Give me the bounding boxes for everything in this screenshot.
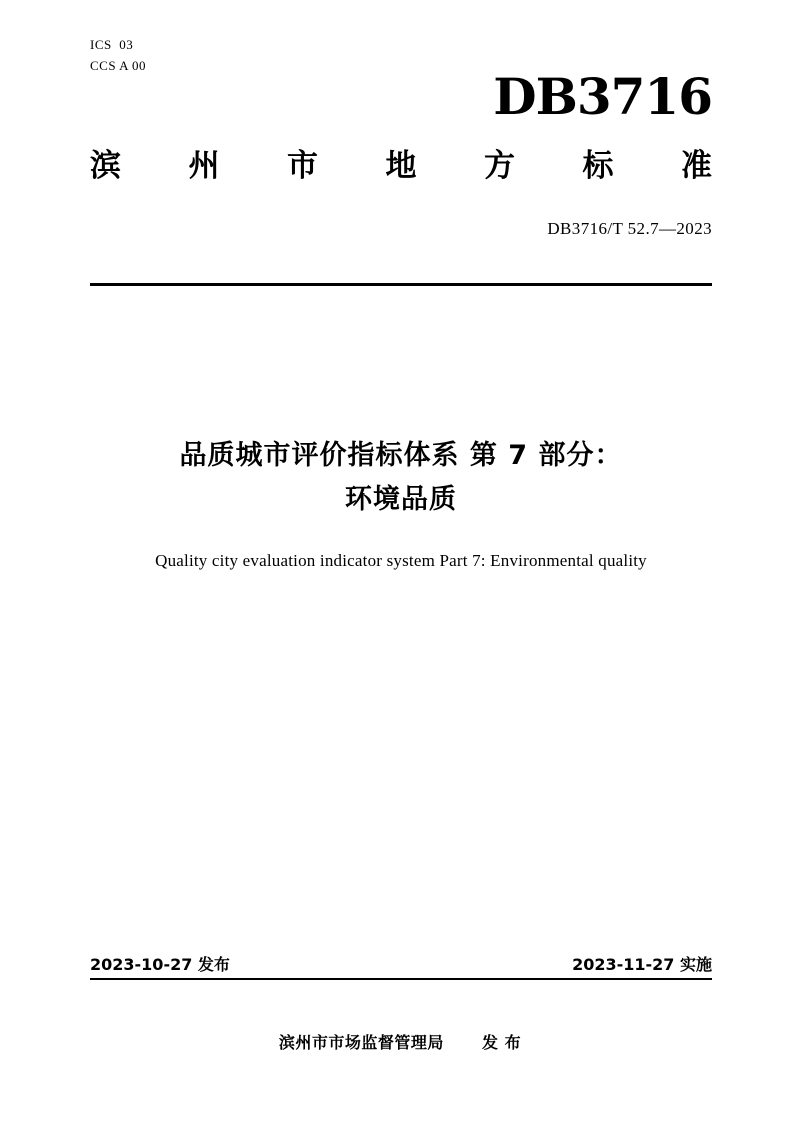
publisher-name: 滨州市市场监督管理局 xyxy=(278,1033,444,1052)
date-row xyxy=(90,952,712,975)
issuer-title-char: 方 xyxy=(484,148,515,184)
ccs-code: CCS A 00 xyxy=(90,58,147,73)
issuer-title-char: 滨 xyxy=(90,148,121,184)
classification-codes xyxy=(90,34,146,76)
issuer-title-char: 地 xyxy=(385,148,417,184)
issuer-title-char: 市 xyxy=(287,148,318,184)
implementation-date: 2023-11-27 实施 xyxy=(572,955,712,974)
footer-divider xyxy=(90,978,712,980)
ics-code: ICS 03 xyxy=(90,37,134,52)
issuer-title-char: 标 xyxy=(582,148,614,184)
issuer-title-char: 州 xyxy=(188,148,220,184)
issuer-title-char: 准 xyxy=(681,148,712,184)
standard-mark: DB3716 xyxy=(493,67,712,126)
publisher-line xyxy=(0,1030,800,1053)
header-divider xyxy=(90,283,712,286)
document-title-line-1: 品质城市评价指标体系 第 7 部分： xyxy=(179,440,623,471)
document-title-chinese xyxy=(90,434,712,522)
document-title-line-2: 环境品质 xyxy=(345,484,457,515)
standard-number: DB3716/T 52.7—2023 xyxy=(547,219,712,238)
publisher-action: 发 布 xyxy=(482,1033,522,1052)
issue-date: 2023-10-27 发布 xyxy=(90,955,230,974)
issuer-title xyxy=(90,148,712,185)
document-title-english: Quality city evaluation indicator system Part 7: Environmental quality xyxy=(155,551,647,570)
